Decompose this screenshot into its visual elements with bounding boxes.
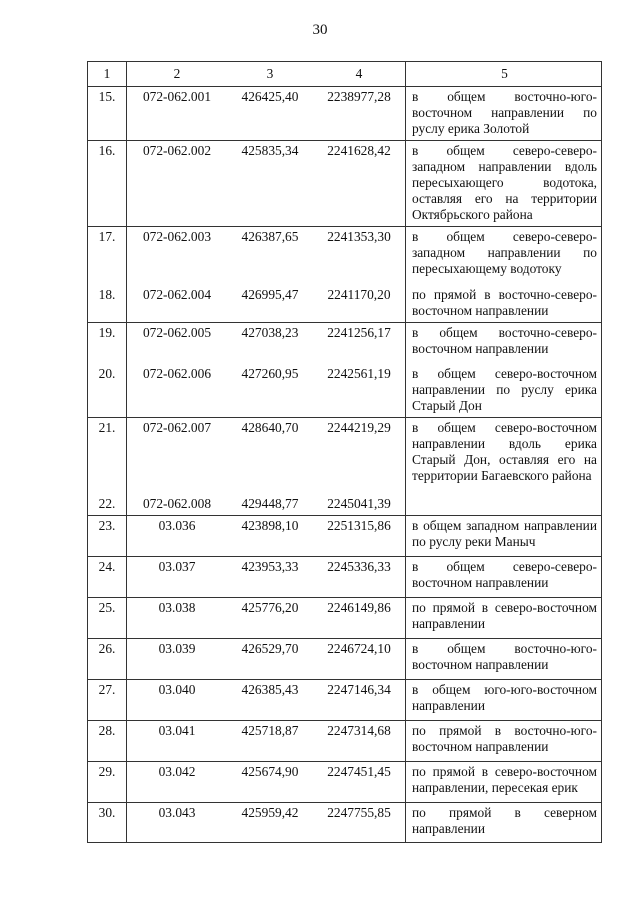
row-number: 17.	[88, 227, 127, 281]
y-coordinate: 2245041,39	[313, 490, 406, 516]
route-description: по прямой в северо-восточном направлении	[406, 597, 602, 638]
row-number: 21.	[88, 418, 127, 490]
route-description: по прямой в северо-восточном направлении, пересекая ерик	[406, 761, 602, 802]
x-coordinate: 425776,20	[227, 597, 313, 638]
route-description: в общем восточно-северо-восточном направлении	[406, 322, 602, 360]
row-number: 30.	[88, 802, 127, 842]
route-description: в общем западном направлении по руслу реки Маныч	[406, 515, 602, 556]
y-coordinate: 2241353,30	[313, 227, 406, 281]
table-header-row	[88, 62, 602, 87]
table-row	[88, 360, 602, 418]
point-code: 072-062.003	[127, 227, 228, 281]
point-code: 072-062.005	[127, 322, 228, 360]
table-row	[88, 141, 602, 227]
row-number: 18.	[88, 281, 127, 323]
row-number: 28.	[88, 720, 127, 761]
point-code: 03.041	[127, 720, 228, 761]
route-description: в общем северо-восточном направлении вдоль ерика Старый Дон, оставляя его на территории Багаевского района	[406, 418, 602, 490]
route-description: в общем восточно-юго-восточном направлении	[406, 638, 602, 679]
table-row	[88, 281, 602, 323]
header-col-1: 1	[88, 62, 127, 87]
table-row	[88, 322, 602, 360]
header-col-5: 5	[406, 62, 602, 87]
x-coordinate: 423898,10	[227, 515, 313, 556]
y-coordinate: 2245336,33	[313, 556, 406, 597]
x-coordinate: 426995,47	[241, 286, 299, 302]
point-code: 072-062.007	[127, 418, 228, 490]
row-number: 25.	[88, 597, 127, 638]
table-row	[88, 87, 602, 141]
y-coordinate: 2241170,20	[313, 281, 406, 323]
route-description: по прямой в восточно-северо-восточном направлении	[406, 281, 602, 323]
table-row	[88, 227, 602, 281]
header-col-2: 2	[127, 62, 228, 87]
x-coordinate: 425959,42	[227, 802, 313, 842]
row-number: 26.	[88, 638, 127, 679]
table-row	[88, 720, 602, 761]
row-number: 24.	[88, 556, 127, 597]
row-number: 23.	[88, 515, 127, 556]
point-code: 072-062.001	[127, 87, 228, 141]
row-number: 15.	[88, 87, 127, 141]
table-row	[88, 556, 602, 597]
table-row	[88, 679, 602, 720]
table-row	[88, 638, 602, 679]
table-row	[88, 761, 602, 802]
x-coordinate: 429448,77	[241, 495, 299, 511]
y-coordinate: 2247451,45	[313, 761, 406, 802]
x-coordinate: 423953,33	[227, 556, 313, 597]
point-code: 03.036	[127, 515, 228, 556]
point-code: 03.043	[127, 802, 228, 842]
route-description: в общем северо-северо-восточном направлении	[406, 556, 602, 597]
route-description: в общем юго-юго-восточном направлении	[406, 679, 602, 720]
y-coordinate: 2244219,29	[313, 418, 406, 490]
row-number: 27.	[88, 679, 127, 720]
point-code: 03.037	[127, 556, 228, 597]
row-number: 29.	[88, 761, 127, 802]
point-code: 072-062.008	[142, 495, 212, 511]
x-coordinate: 425674,90	[227, 761, 313, 802]
x-coordinate: 425835,34	[227, 141, 313, 227]
y-coordinate: 2251315,86	[313, 515, 406, 556]
y-coordinate: 2238977,28	[313, 87, 406, 141]
x-coordinate: 427260,95	[241, 366, 299, 381]
y-coordinate: 2247146,34	[313, 679, 406, 720]
route-description: в общем северо-северо-западном направлении вдоль пересыхающего водотока, оставляя его на территории Октябрьского района	[406, 141, 602, 227]
table-row	[88, 418, 602, 490]
table-row	[88, 802, 602, 842]
y-coordinate: 2246149,86	[313, 597, 406, 638]
route-description: в общем северо-восточном направлении по руслу ерика Старый Дон	[406, 360, 602, 418]
route-description: в общем восточно-юго-восточном направлении по руслу ерика Золотой	[406, 87, 602, 141]
point-code: 03.038	[127, 597, 228, 638]
y-coordinate: 2247755,85	[313, 802, 406, 842]
y-coordinate: 2241256,17	[313, 322, 406, 360]
row-number: 20.	[88, 360, 127, 418]
row-number: 22.	[88, 490, 127, 516]
point-code: 072-062.004	[142, 286, 212, 302]
x-coordinate: 425718,87	[227, 720, 313, 761]
point-code: 072-062.006	[142, 366, 212, 381]
y-coordinate: 2241628,42	[313, 141, 406, 227]
header-col-3: 3	[227, 62, 313, 87]
point-code: 03.040	[127, 679, 228, 720]
point-code: 03.039	[127, 638, 228, 679]
x-coordinate: 426529,70	[227, 638, 313, 679]
boundary-coordinates-table	[87, 61, 602, 843]
header-col-4: 4	[313, 62, 406, 87]
route-description	[406, 490, 602, 516]
y-coordinate: 2247314,68	[313, 720, 406, 761]
x-coordinate: 426385,43	[227, 679, 313, 720]
x-coordinate: 426425,40	[227, 87, 313, 141]
table-row	[88, 597, 602, 638]
table-row	[88, 490, 602, 516]
y-coordinate: 2246724,10	[313, 638, 406, 679]
point-code: 072-062.002	[127, 141, 228, 227]
row-number: 16.	[88, 141, 127, 227]
page-number: 30	[312, 22, 328, 38]
table-row	[88, 515, 602, 556]
x-coordinate: 427038,23	[227, 322, 313, 360]
route-description: в общем северо-северо-западном направлении по пересыхающему водотоку	[406, 227, 602, 281]
y-coordinate: 2242561,19	[313, 360, 406, 418]
point-code: 03.042	[127, 761, 228, 802]
route-description: по прямой в восточно-юго-восточном направлении	[406, 720, 602, 761]
route-description: по прямой в северном направлении	[406, 802, 602, 842]
x-coordinate: 428640,70	[227, 418, 313, 490]
x-coordinate: 426387,65	[227, 227, 313, 281]
row-number: 19.	[88, 322, 127, 360]
